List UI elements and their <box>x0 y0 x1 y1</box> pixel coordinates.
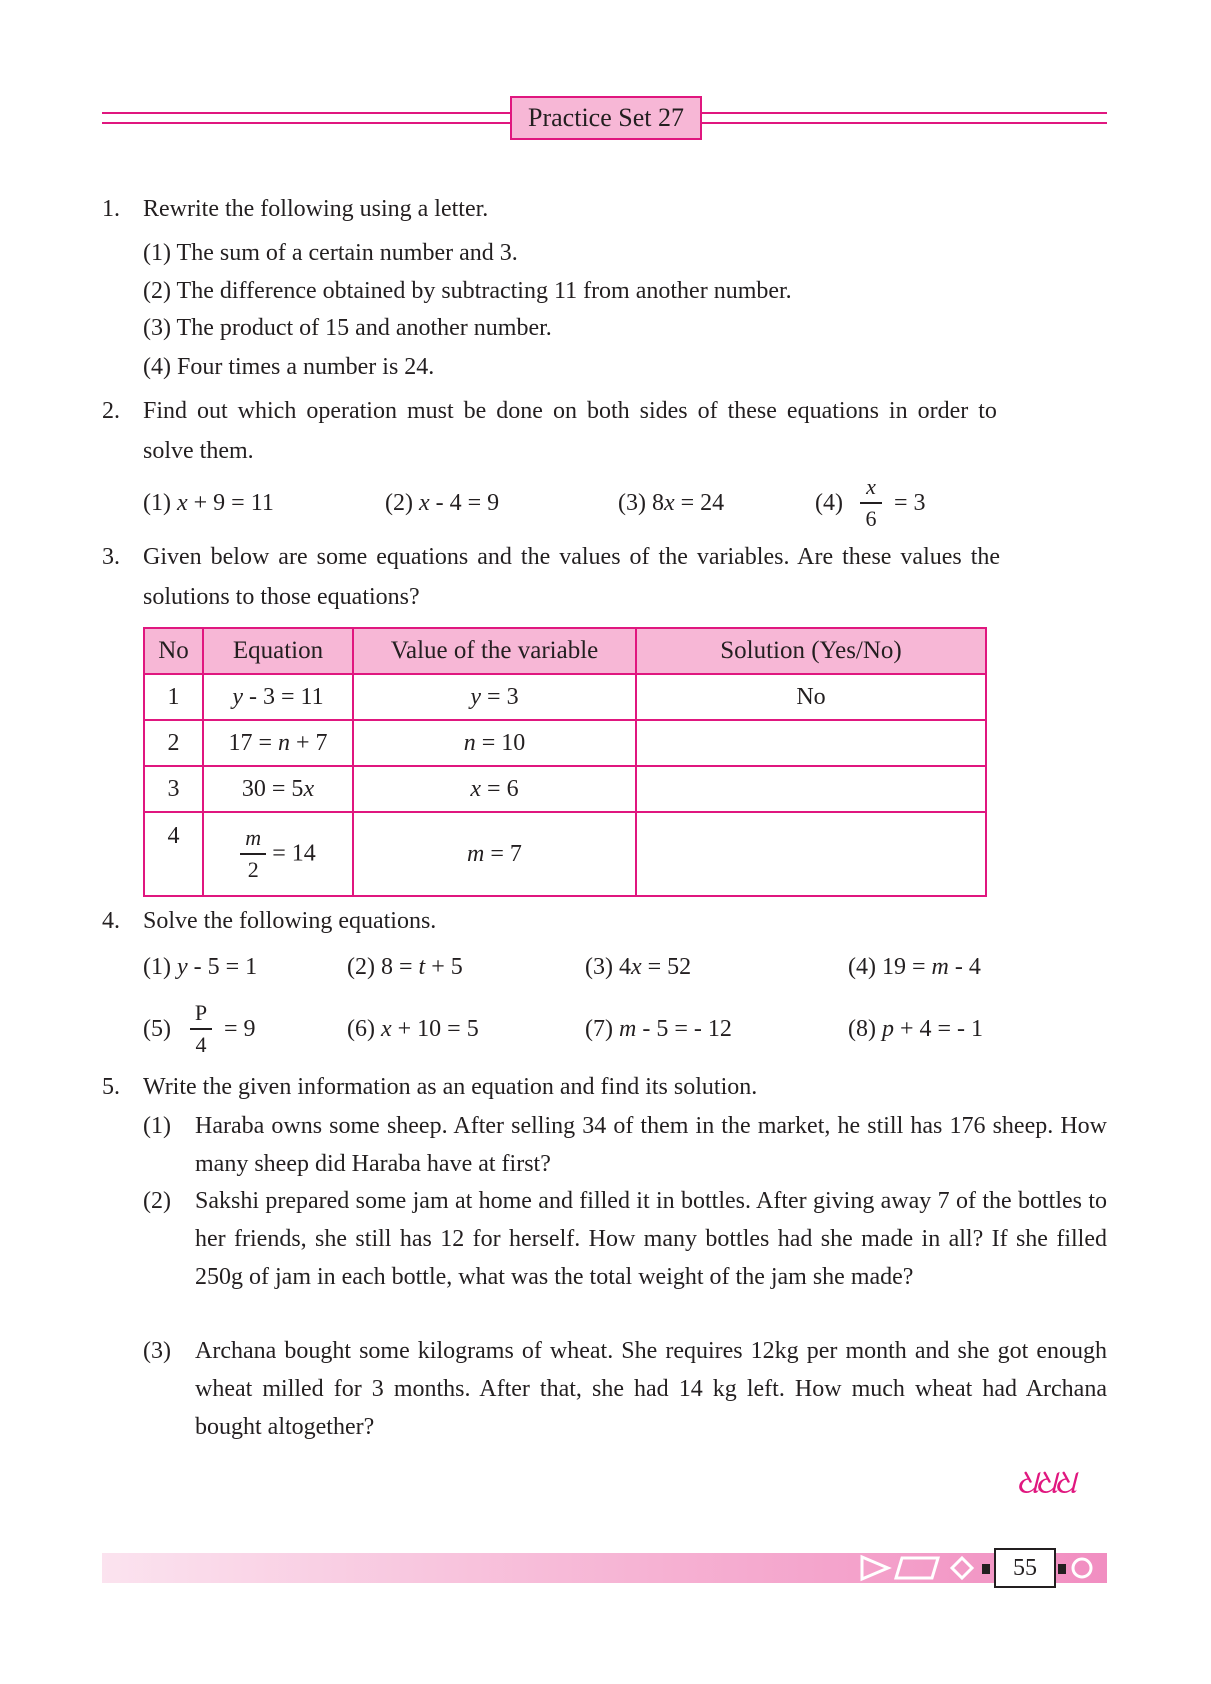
row-equation: 30 = 5x <box>203 766 353 812</box>
q5-text: Write the given information as an equation and find its solution. <box>143 1074 758 1100</box>
q1-text: Rewrite the following using a letter. <box>143 196 489 222</box>
fraction-denominator: 6 <box>865 505 877 531</box>
square-icon <box>982 1564 990 1574</box>
q1-number: 1. <box>102 196 120 222</box>
row-value: y = 3 <box>353 674 636 720</box>
q5-item-3-label: (3) <box>143 1338 171 1364</box>
q2-text-line2: solve them. <box>143 438 254 464</box>
row-no: 2 <box>144 720 203 766</box>
q3-text-line2: solutions to those equations? <box>143 584 420 610</box>
q4-equation-5-fraction <box>190 1000 212 1058</box>
row-equation: 17 = n + 7 <box>203 720 353 766</box>
end-ornament: ଧଧଧ <box>1016 1464 1074 1501</box>
triangle-icon <box>862 1557 888 1579</box>
fraction-numerator: m <box>245 825 262 851</box>
q2-equation-3: (3) 8x = 24 <box>618 490 725 516</box>
fraction-denominator: 2 <box>247 856 259 882</box>
footer-shapes <box>858 1552 998 1584</box>
row-no: 4 <box>144 812 203 896</box>
header-rule-right-top <box>702 112 1107 114</box>
row-equation: y - 3 = 11 <box>203 674 353 720</box>
fraction-bar <box>240 853 266 855</box>
table-header-no: No <box>144 628 203 674</box>
footer-end-shapes <box>1056 1552 1100 1584</box>
header-rule-right-bottom <box>702 122 1107 124</box>
q4-equation-1: (1) y - 5 = 1 <box>143 954 258 980</box>
table-row <box>144 766 986 812</box>
fraction-numerator: P <box>194 1000 208 1025</box>
q2-number: 2. <box>102 398 120 424</box>
header-rule-left-bottom <box>102 122 510 124</box>
q4-equation-7: (7) m - 5 = - 12 <box>585 1016 732 1042</box>
table-row <box>144 674 986 720</box>
q5-item-1-text: Haraba owns some sheep. After selling 34 of them in the market, he still has 176 sheep. How many sheep did Haraba have at first? <box>195 1113 1107 1177</box>
q2-equation-4-fraction <box>860 474 882 532</box>
row-solution <box>636 766 986 812</box>
page-number: 55 <box>994 1548 1056 1588</box>
q1-item-3: (3) The product of 15 and another number. <box>143 315 552 341</box>
page-title: Practice Set 27 <box>510 96 702 140</box>
q4-equation-6: (6) x + 10 = 5 <box>347 1016 479 1042</box>
header-rule-left-top <box>102 112 510 114</box>
fraction-numerator: x <box>866 474 876 499</box>
q4-text: Solve the following equations. <box>143 908 437 934</box>
row-no: 3 <box>144 766 203 812</box>
q4-equation-8: (8) p + 4 = - 1 <box>848 1016 984 1042</box>
q1-item-2: (2) The difference obtained by subtracting 11 from another number. <box>143 278 792 304</box>
q5-item-2-label: (2) <box>143 1188 171 1214</box>
table-header-value: Value of the variable <box>353 628 636 674</box>
q5-item-1-label: (1) <box>143 1113 171 1139</box>
row-solution: No <box>636 674 986 720</box>
q4-equation-4: (4) 19 = m - 4 <box>848 954 981 980</box>
q3-number: 3. <box>102 544 120 570</box>
q4-equation-5-rest: = 9 <box>224 1016 256 1042</box>
table-header-equation: Equation <box>203 628 353 674</box>
q5-item-3-text: Archana bought some kilograms of wheat. She requires 12kg per month and she got enough wheat milled for 3 months. After that, she had 14 kg left. How much wheat had Archana bought altogether? <box>195 1338 1107 1440</box>
q4-number: 4. <box>102 908 120 934</box>
q4-equation-3: (3) 4x = 52 <box>585 954 692 980</box>
row-no: 1 <box>144 674 203 720</box>
square-icon <box>1058 1564 1066 1574</box>
q2-equation-1: (1) x + 9 = 11 <box>143 490 274 516</box>
q1-item-4: (4) Four times a number is 24. <box>143 354 435 380</box>
q2-equation-4-label: (4) <box>815 490 843 516</box>
diamond-icon <box>952 1558 972 1578</box>
fraction-denominator: 4 <box>195 1031 207 1057</box>
q3-text-line1: Given below are some equations and the values of the variables. Are these values the <box>143 544 1001 570</box>
row-value: n = 10 <box>353 720 636 766</box>
table-header-row <box>144 628 986 674</box>
q2-equation-2: (2) x - 4 = 9 <box>385 490 500 516</box>
fraction-bar <box>190 1028 212 1030</box>
row-equation: $\frac{m}{2}$ = 14 <box>203 812 353 896</box>
fraction <box>240 825 266 883</box>
q2-equation-4-rest: = 3 <box>894 490 926 516</box>
row-value: m = 7 <box>353 812 636 896</box>
solutions-table <box>143 627 987 897</box>
q5-item-2-text: Sakshi prepared some jam at home and filled it in bottles. After giving away 7 of the bottles to her friends, she still has 12 for herself. How many bottles had she made in all? If she filled 250g of jam in each bottle, what was the total weight of the jam she made? <box>195 1188 1107 1290</box>
q4-equation-5-label: (5) <box>143 1016 171 1042</box>
fraction-bar <box>860 502 882 504</box>
table-row <box>144 720 986 766</box>
circle-icon <box>1073 1559 1091 1577</box>
table-row <box>144 812 986 896</box>
q2-text-line1: Find out which operation must be done on both sides of these equations in order to <box>143 398 997 424</box>
row-value: x = 6 <box>353 766 636 812</box>
q1-item-1: (1) The sum of a certain number and 3. <box>143 240 518 266</box>
parallelogram-icon <box>896 1558 938 1578</box>
table-header-solution: Solution (Yes/No) <box>636 628 986 674</box>
q4-equation-2: (2) 8 = t + 5 <box>347 954 463 980</box>
row-solution <box>636 812 986 896</box>
row-solution <box>636 720 986 766</box>
q5-number: 5. <box>102 1074 120 1100</box>
